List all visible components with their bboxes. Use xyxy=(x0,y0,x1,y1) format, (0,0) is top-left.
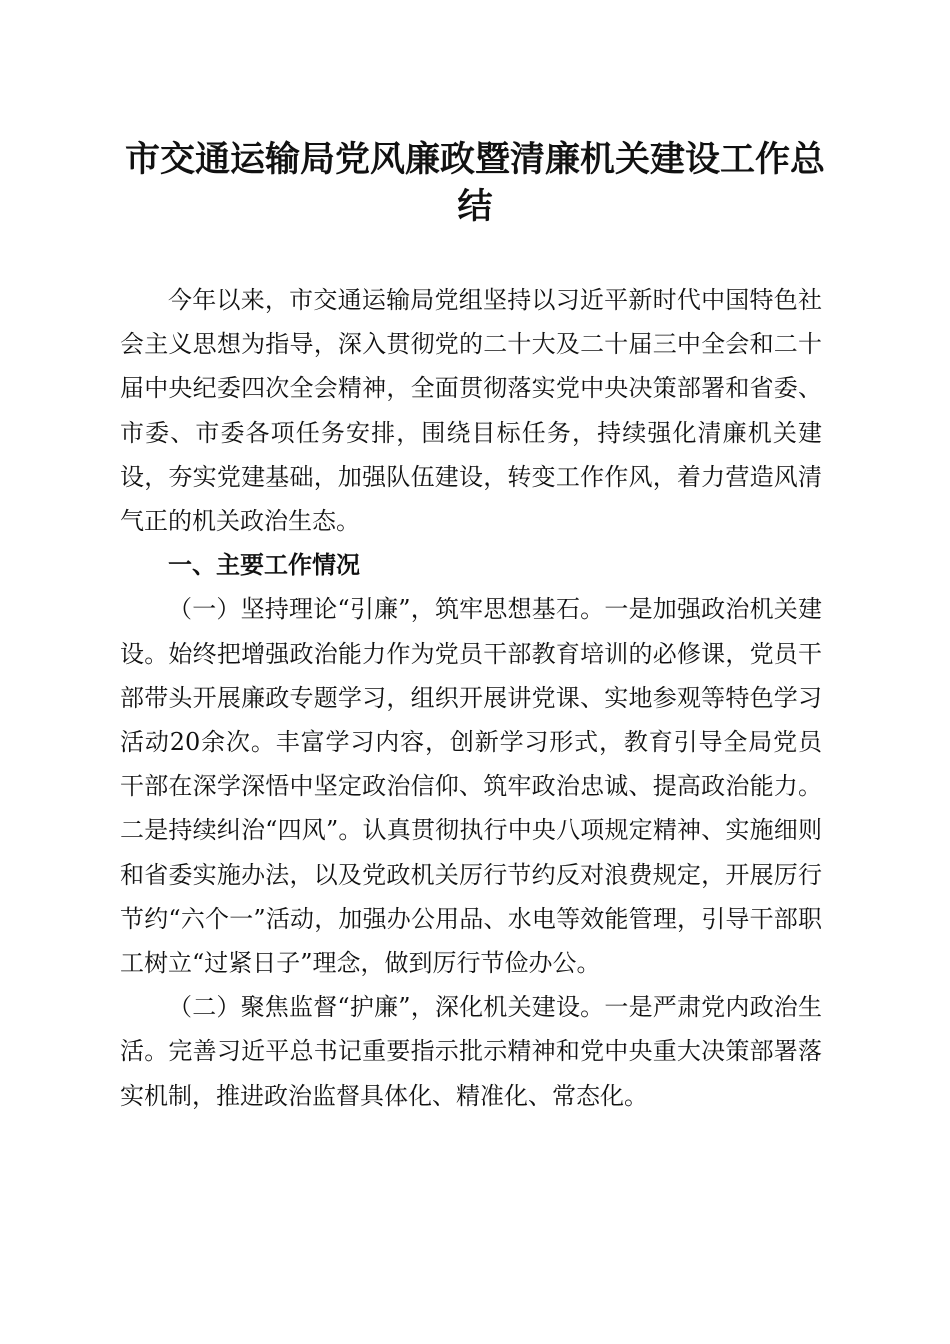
paragraph-1: （一）坚持理论“引廉”，筑牢思想基石。一是加强政治机关建设。始终把增强政治能力作为党员干部教育培训的必修课，党员干部带头开展廉政专题学习，组织开展讲党课、实地参观等特色学习活动20余次。丰富学习内容，创新学习形式，教育引导全局党员干部在深学深悟中坚定政治信仰、筑牢政治忠诚、提高政治能力。二是持续纠治“四风”。认真贯彻执行中央八项规定精神、实施细则和省委实施办法，以及党政机关厉行节约反对浪费规定，开展厉行节约“六个一”活动，加强办公用品、水电等效能管理，引导干部职工树立“过紧日子”理念，做到厉行节俭办公。 xyxy=(120,595,822,978)
intro-paragraph: 今年以来，市交通运输局党组坚持以习近平新时代中国特色社会主义思想为指导，深入贯彻党的二十大及二十届三中全会和二十届中央纪委四次全会精神，全面贯彻落实党中央决策部署和省委、市委、市委各项任务安排，围绕目标任务，持续强化清廉机关建设，夯实党建基础，加强队伍建设，转变工作作风，着力营造风清气正的机关政治生态。 xyxy=(120,286,822,536)
paragraph-2: （二）聚焦监督“护廉”，深化机关建设。一是严肃党内政治生活。完善习近平总书记重要指示批示精神和党中央重大决策部署落实机制，推进政治监督具体化、精准化、常态化。 xyxy=(120,993,822,1110)
title-line-2: 结 xyxy=(457,186,493,227)
title-line-1: 市交通运输局党风廉政暨清廉机关建设工作总 xyxy=(124,139,825,180)
section-heading-1: 一、主要工作情况 xyxy=(168,551,360,580)
document-title xyxy=(110,136,840,230)
document-body xyxy=(120,278,822,1118)
